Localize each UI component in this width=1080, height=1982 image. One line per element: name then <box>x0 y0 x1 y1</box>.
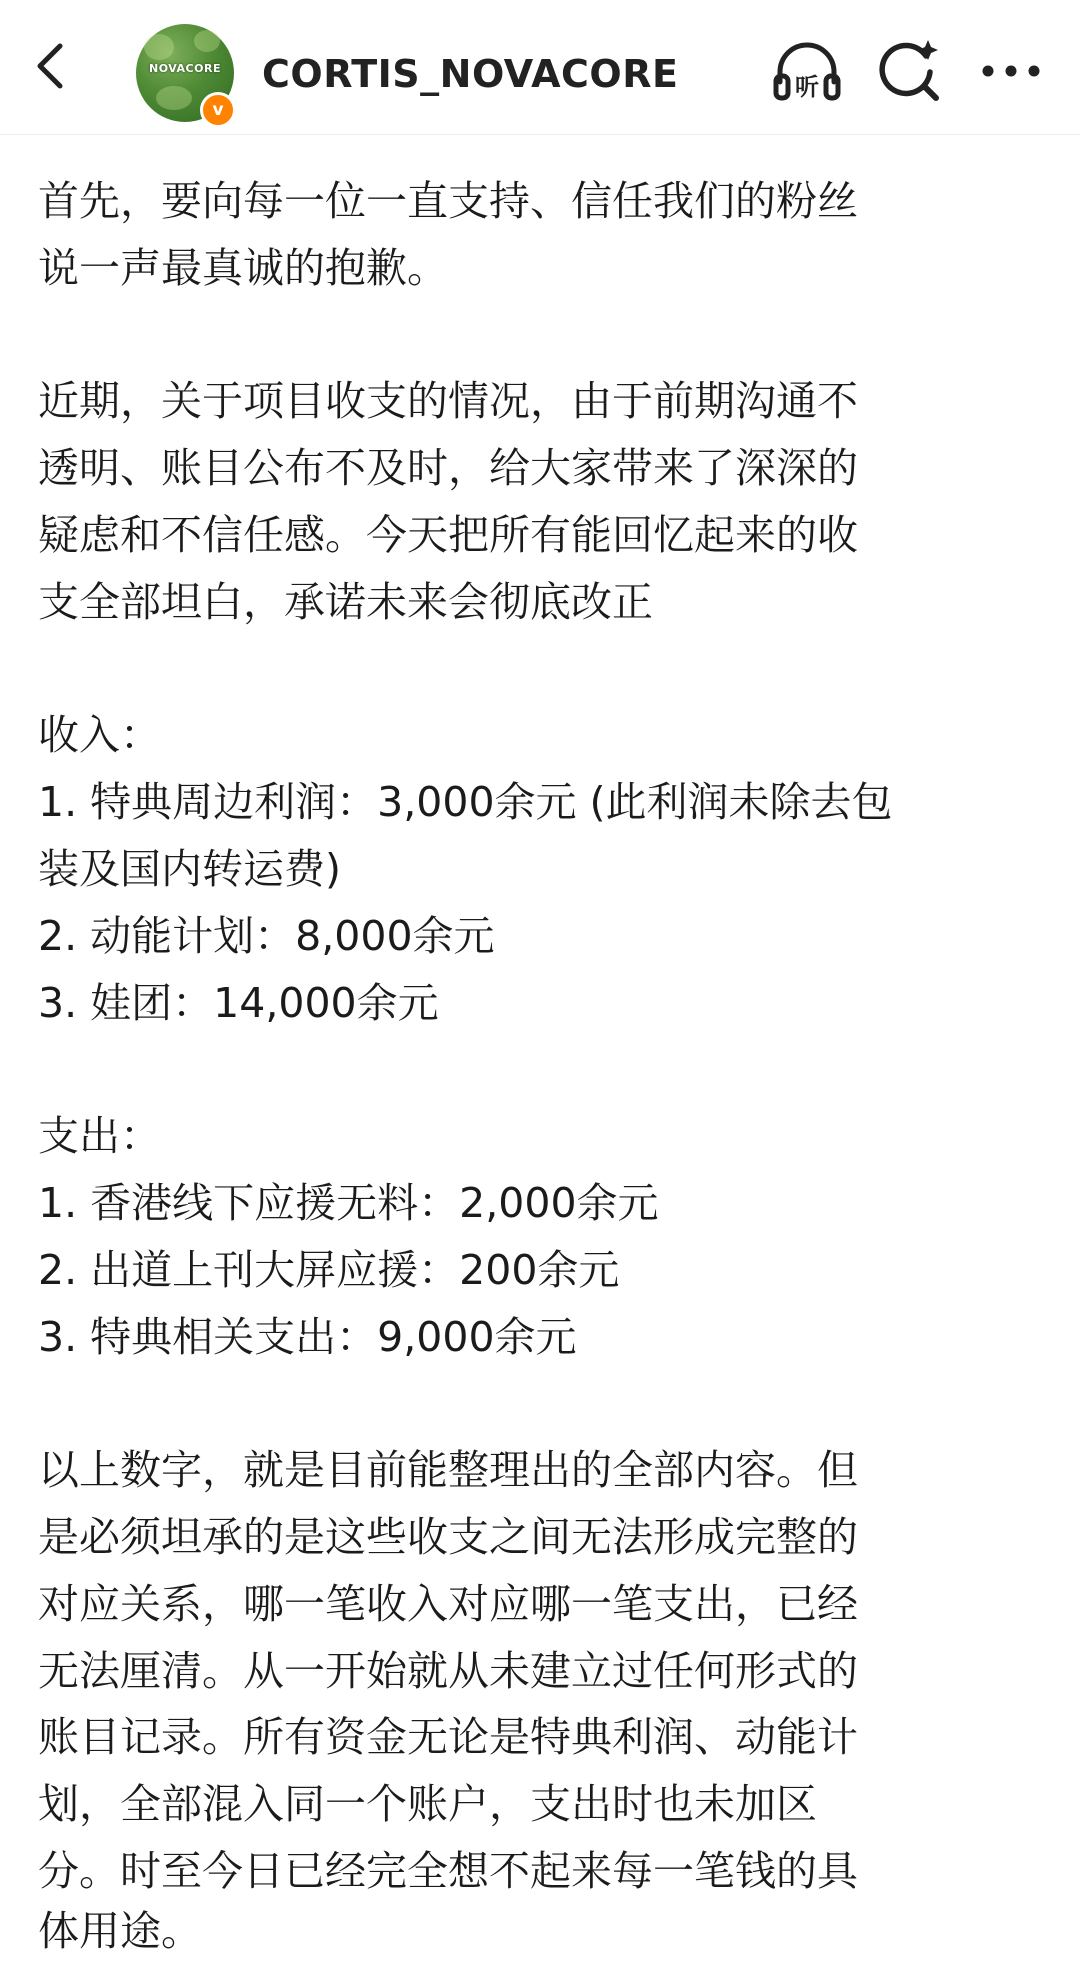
expense-item: 1. 香港线下应援无料：2,000余元 <box>38 1178 659 1227</box>
expense-item: 2. 出道上刊大屏应援：200余元 <box>38 1245 620 1294</box>
headphones-icon <box>770 38 844 106</box>
post-text-line: 无法厘清。从一开始就从未建立过任何形式的 <box>38 1646 858 1695</box>
paragraph-gap <box>38 1036 1048 1103</box>
avatar-decoration <box>194 30 220 52</box>
partially-visible-text: 体用途。 <box>38 1907 202 1955</box>
avatar-decoration <box>144 34 174 60</box>
chevron-left-icon <box>22 36 82 96</box>
paragraph-gap <box>38 636 1048 703</box>
expense-item: 3. 特典相关支出：9,000余元 <box>38 1312 577 1361</box>
paragraph-gap <box>38 302 1048 369</box>
username[interactable]: CORTIS_NOVACORE <box>262 52 679 96</box>
partially-visible-line <box>38 1907 458 1982</box>
more-dots-icon <box>976 46 1046 96</box>
post-text-line: 说一声最真诚的抱歉。 <box>38 243 448 292</box>
post-text-line: 近期，关于项目收支的情况，由于前期沟通不 <box>38 377 858 426</box>
post-text-line: 是必须坦承的是这些收支之间无法形成完整的 <box>38 1512 858 1561</box>
listen-label: 听 <box>795 73 819 101</box>
post-text-line: 划，全部混入同一个账户，支出时也未加区 <box>38 1780 817 1829</box>
search-button[interactable] <box>874 36 944 106</box>
search-sparkle-icon <box>874 36 944 106</box>
verified-badge: v <box>200 92 236 128</box>
paragraph-gap <box>38 1370 1048 1437</box>
post-text-line: 首先，要向每一位一直支持、信任我们的粉丝 <box>38 177 858 225</box>
back-button[interactable] <box>22 36 82 96</box>
expense-heading: 支出： <box>38 1112 161 1161</box>
top-navigation-bar <box>0 0 1080 135</box>
more-options-button[interactable] <box>976 46 1046 96</box>
income-item: 1. 特典周边利润：3,000余元 (此利润未除去包 <box>38 778 893 827</box>
income-heading: 收入： <box>38 711 161 760</box>
income-item-continued: 装及国内转运费) <box>38 844 341 893</box>
post-text-line: 分。时至今日已经完全想不起来每一笔钱的具 <box>38 1846 858 1895</box>
avatar-label: NOVACORE <box>149 62 221 75</box>
post-text-line: 以上数字，就是目前能整理出的全部内容。但 <box>38 1446 858 1495</box>
post-text-line: 账目记录。所有资金无论是特典利润、动能计 <box>38 1713 858 1762</box>
post-text-line: 对应关系，哪一笔收入对应哪一笔支出，已经 <box>38 1579 858 1628</box>
listen-button[interactable] <box>770 38 844 106</box>
avatar-decoration <box>156 86 192 110</box>
post-text-line: 透明、账目公布不及时，给大家带来了深深的 <box>38 444 858 493</box>
post-body <box>38 168 1048 1905</box>
income-item: 2. 动能计划：8,000余元 <box>38 911 495 960</box>
post-text-line: 支全部坦白，承诺未来会彻底改正 <box>38 577 653 626</box>
post-text-line: 疑虑和不信任感。今天把所有能回忆起来的收 <box>38 510 858 559</box>
income-item: 3. 娃团：14,000余元 <box>38 978 439 1027</box>
